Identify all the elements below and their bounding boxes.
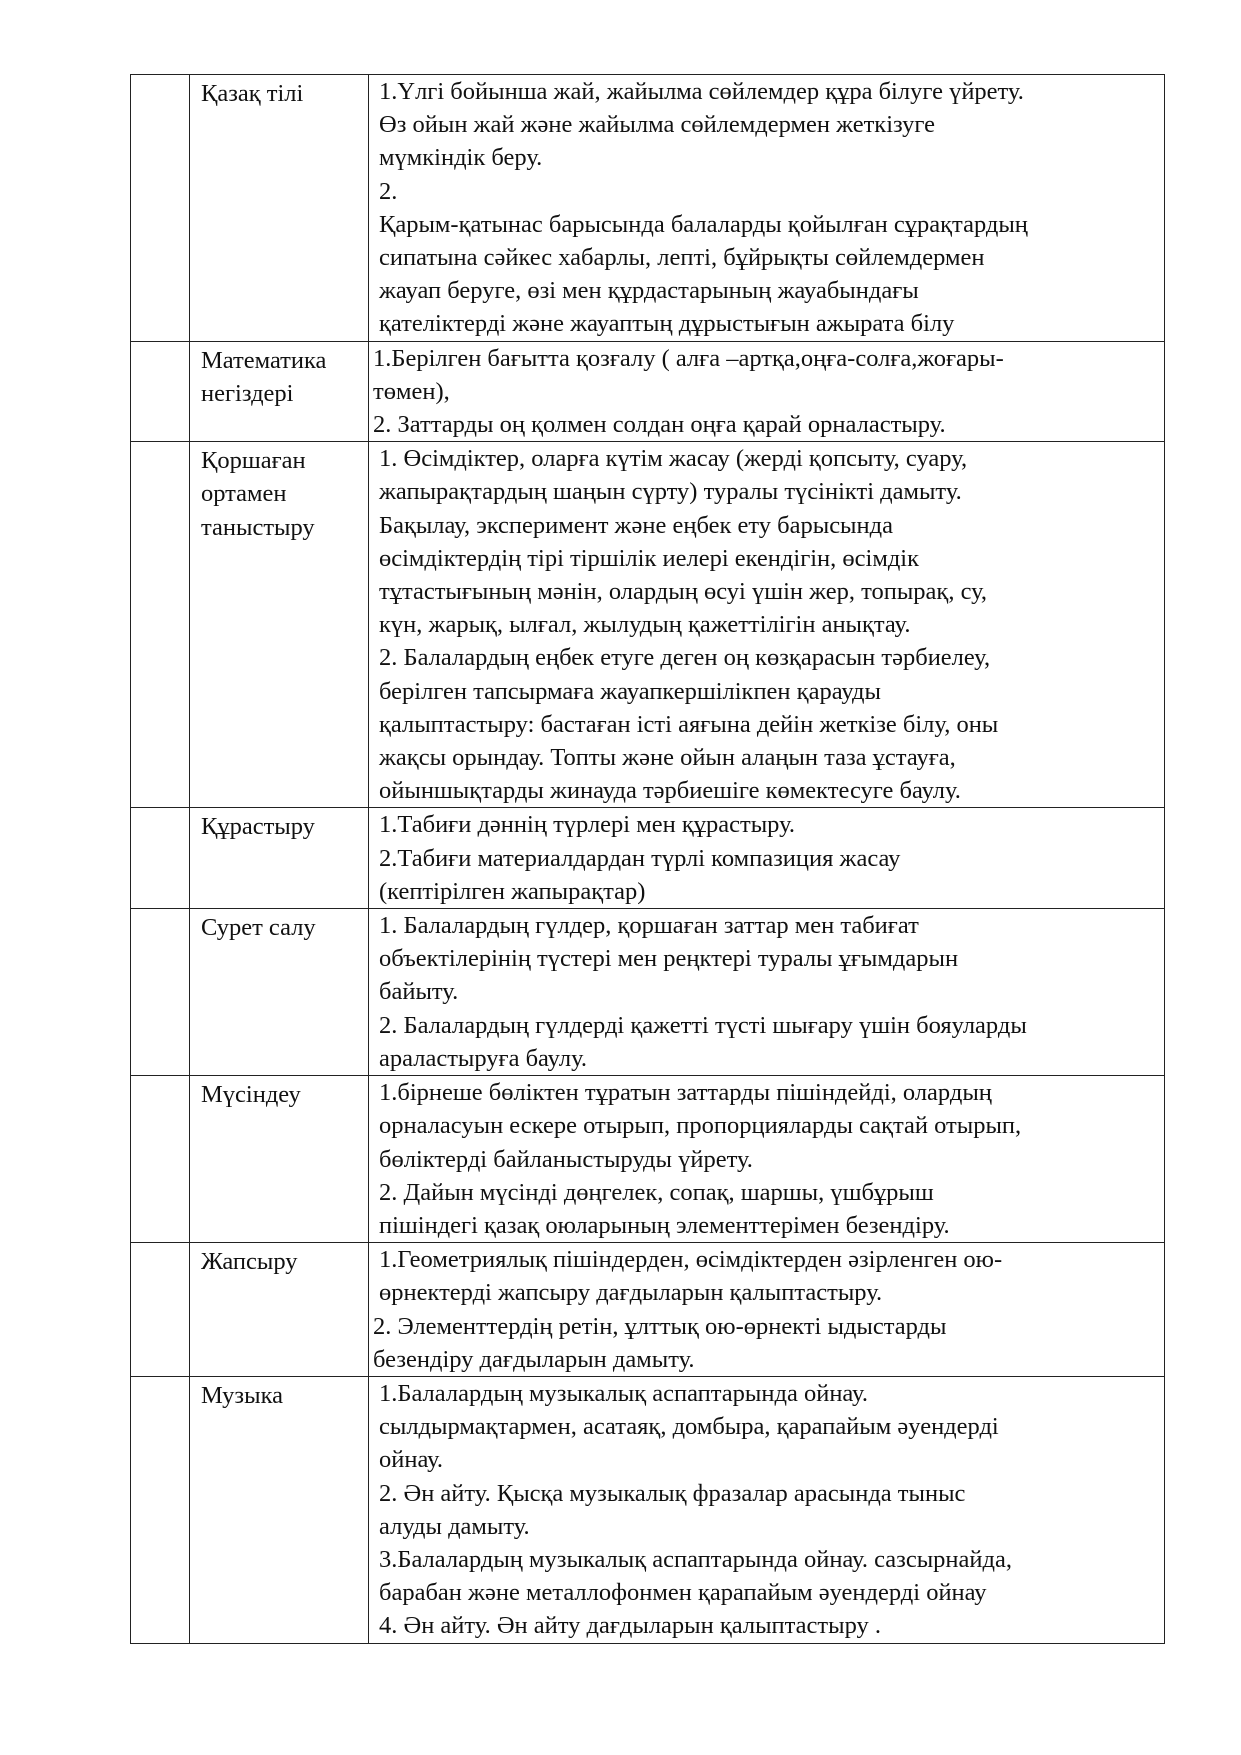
objective-line: араластыруға баулу. <box>379 1044 587 1072</box>
objectives-cell <box>369 1376 1165 1643</box>
subject-cell <box>190 341 369 442</box>
objective-line: төмен), <box>373 377 450 405</box>
objective-line: алуды дамыту. <box>379 1512 530 1540</box>
objective-line: байыту. <box>379 978 459 1006</box>
objective-line: қателіктерді және жауаптың дұрыстығын ажырата білу <box>379 310 955 338</box>
objectives-cell <box>369 808 1165 909</box>
table-row <box>131 1376 1165 1643</box>
objective-line: жапырақтардың шаңын сүрту) туралы түсінікті дамыту. <box>379 478 962 506</box>
objective-line: ойыншықтарды жинауда тәрбиешіге көмектесуге баулу. <box>379 777 961 805</box>
objective-line: Бақылау, эксперимент және еңбек ету барысында <box>379 511 893 539</box>
objectives-cell <box>369 442 1165 808</box>
objective-line: Қарым-қатынас барысында балаларды қойылған сұрақтардың <box>379 210 1028 238</box>
blank-cell <box>131 1243 190 1377</box>
objective-line: орналасуын ескере отырып, пропорцияларды сақтай отырып, <box>379 1112 1022 1140</box>
objective-line: тұтастығының мәнін, олардың өсуі үшін жер, топырақ, су, <box>379 578 988 606</box>
objective-line: 2.Табиғи материалдардан түрлі компазиция жасау <box>379 844 901 872</box>
table-body <box>131 75 1165 1644</box>
subject-name: Сурет салу <box>201 914 316 942</box>
objectives-cell <box>369 909 1165 1076</box>
objective-line: мүмкіндік беру. <box>379 144 543 172</box>
objective-line: 1.Балалардың музыкалық аспаптарында ойнау. <box>379 1379 868 1407</box>
objective-line: бөліктерді байланыстыруды үйрету. <box>379 1145 753 1173</box>
subject-name: Мүсіндеу <box>201 1081 301 1109</box>
objective-line: 2. <box>379 177 398 205</box>
subject-cell <box>190 1243 369 1377</box>
subject-name: Қазақ тілі <box>201 80 304 107</box>
table-row <box>131 341 1165 442</box>
subject-name: Математика негіздері <box>201 346 327 407</box>
table-row <box>131 442 1165 808</box>
objective-line: 3.Балалардың музыкалық аспаптарында ойнау. сазсырнайда, <box>379 1545 1012 1573</box>
objective-line: 1.Геометриялық пішіндерден, өсімдіктерден әзірленген ою- <box>379 1246 1003 1274</box>
objective-line: ойнау. <box>379 1446 444 1474</box>
objective-line: безендіру дағдыларын дамыту. <box>373 1345 695 1373</box>
subject-cell <box>190 808 369 909</box>
objective-line: 2. Заттарды оң қолмен солдан оңға қарай орналастыру. <box>373 411 946 439</box>
objective-line: барабан және металлофонмен қарапайым әуендерді ойнау <box>379 1579 987 1607</box>
subject-name: Құрастыру <box>201 813 315 841</box>
blank-cell <box>131 909 190 1076</box>
objectives-cell <box>369 1076 1165 1243</box>
subject-name: Қоршаған ортамен таныстыру <box>201 447 315 541</box>
objective-line: 2. Ән айту. Қысқа музыкалық фразалар арасында тыныс <box>379 1479 966 1507</box>
objective-line: Өз ойын жай және жайылма сөйлемдермен жеткізуге <box>379 111 936 139</box>
objective-line: 1.Берілген бағытта қозғалу ( алға –артқа,оңға-солға,жоғары- <box>373 344 1004 372</box>
blank-cell <box>131 1376 190 1643</box>
blank-cell <box>131 442 190 808</box>
table-row <box>131 75 1165 342</box>
subject-name: Музыка <box>201 1381 283 1409</box>
objective-line: 4. Ән айту. Ән айту дағдыларын қалыптастыру . <box>379 1612 882 1640</box>
objective-line: 2. Дайын мүсінді дөңгелек, сопақ, шаршы, үшбұрыш <box>379 1178 934 1206</box>
objectives-cell <box>369 1243 1165 1377</box>
objectives-cell <box>369 75 1165 342</box>
subject-cell <box>190 442 369 808</box>
blank-cell <box>131 1076 190 1243</box>
table-row <box>131 909 1165 1076</box>
table-row <box>131 1243 1165 1377</box>
objective-line: сылдырмақтармен, асатаяқ, домбыра, қарапайым әуендерді <box>379 1413 999 1441</box>
objective-line: 1. Балалардың гүлдер, қоршаған заттар мен табиғат <box>379 912 919 940</box>
subject-cell <box>190 909 369 1076</box>
objective-line: объектілерінің түстері мен реңктері туралы ұғымдарын <box>379 945 959 973</box>
subject-name: Жапсыру <box>201 1248 298 1276</box>
subject-cell <box>190 75 369 342</box>
table-row <box>131 808 1165 909</box>
objective-line: 1.Табиғи дәннің түрлері мен құрастыру. <box>379 811 796 839</box>
subject-cell <box>190 1376 369 1643</box>
objective-line: өсімдіктердің тірі тіршілік иелері екендігін, өсімдік <box>379 544 920 572</box>
objective-line: сипатына сәйкес хабарлы, лепті, бұйрықты сөйлемдермен <box>379 244 985 272</box>
objective-line: жақсы орындау. Топты және ойын алаңын таза ұстауға, <box>379 744 956 772</box>
objectives-cell <box>369 341 1165 442</box>
objective-line: жауап беруге, өзі мен құрдастарының жауабындағы <box>379 277 919 305</box>
objective-line: (кептірілген жапырақтар) <box>379 877 646 905</box>
objective-line: 1. Өсімдіктер, оларға күтім жасау (жерді қопсыту, суару, <box>379 445 968 473</box>
objective-line: қалыптастыру: бастаған істі аяғына дейін жеткізе білу, оны <box>379 710 999 738</box>
objective-line: күн, жарық, ылғал, жылудың қажеттілігін анықтау. <box>379 611 911 639</box>
objective-line: берілген тапсырмаға жауапкершілікпен қарауды <box>379 677 881 705</box>
objective-line: өрнектерді жапсыру дағдыларын қалыптастыру. <box>379 1279 883 1307</box>
table-row <box>131 1076 1165 1243</box>
curriculum-table <box>130 74 1165 1644</box>
blank-cell <box>131 75 190 342</box>
objective-line: 2. Балалардың еңбек етуге деген оң көзқарасын тәрбиелеу, <box>379 644 991 672</box>
blank-cell <box>131 808 190 909</box>
objective-line: 1.Үлгі бойынша жай, жайылма сөйлемдер құра білуге үйрету. <box>379 78 1024 105</box>
objective-line: 2. Элементтердің ретін, ұлттық ою-өрнекті ыдыстарды <box>373 1312 947 1340</box>
subject-cell <box>190 1076 369 1243</box>
blank-cell <box>131 341 190 442</box>
objective-line: 1.бірнеше бөліктен тұратын заттарды пішіндейді, олардың <box>379 1079 992 1107</box>
objective-line: пішіндегі қазақ оюларының элементтерімен безендіру. <box>379 1211 950 1239</box>
objective-line: 2. Балалардың гүлдерді қажетті түсті шығару үшін бояуларды <box>379 1011 1027 1039</box>
